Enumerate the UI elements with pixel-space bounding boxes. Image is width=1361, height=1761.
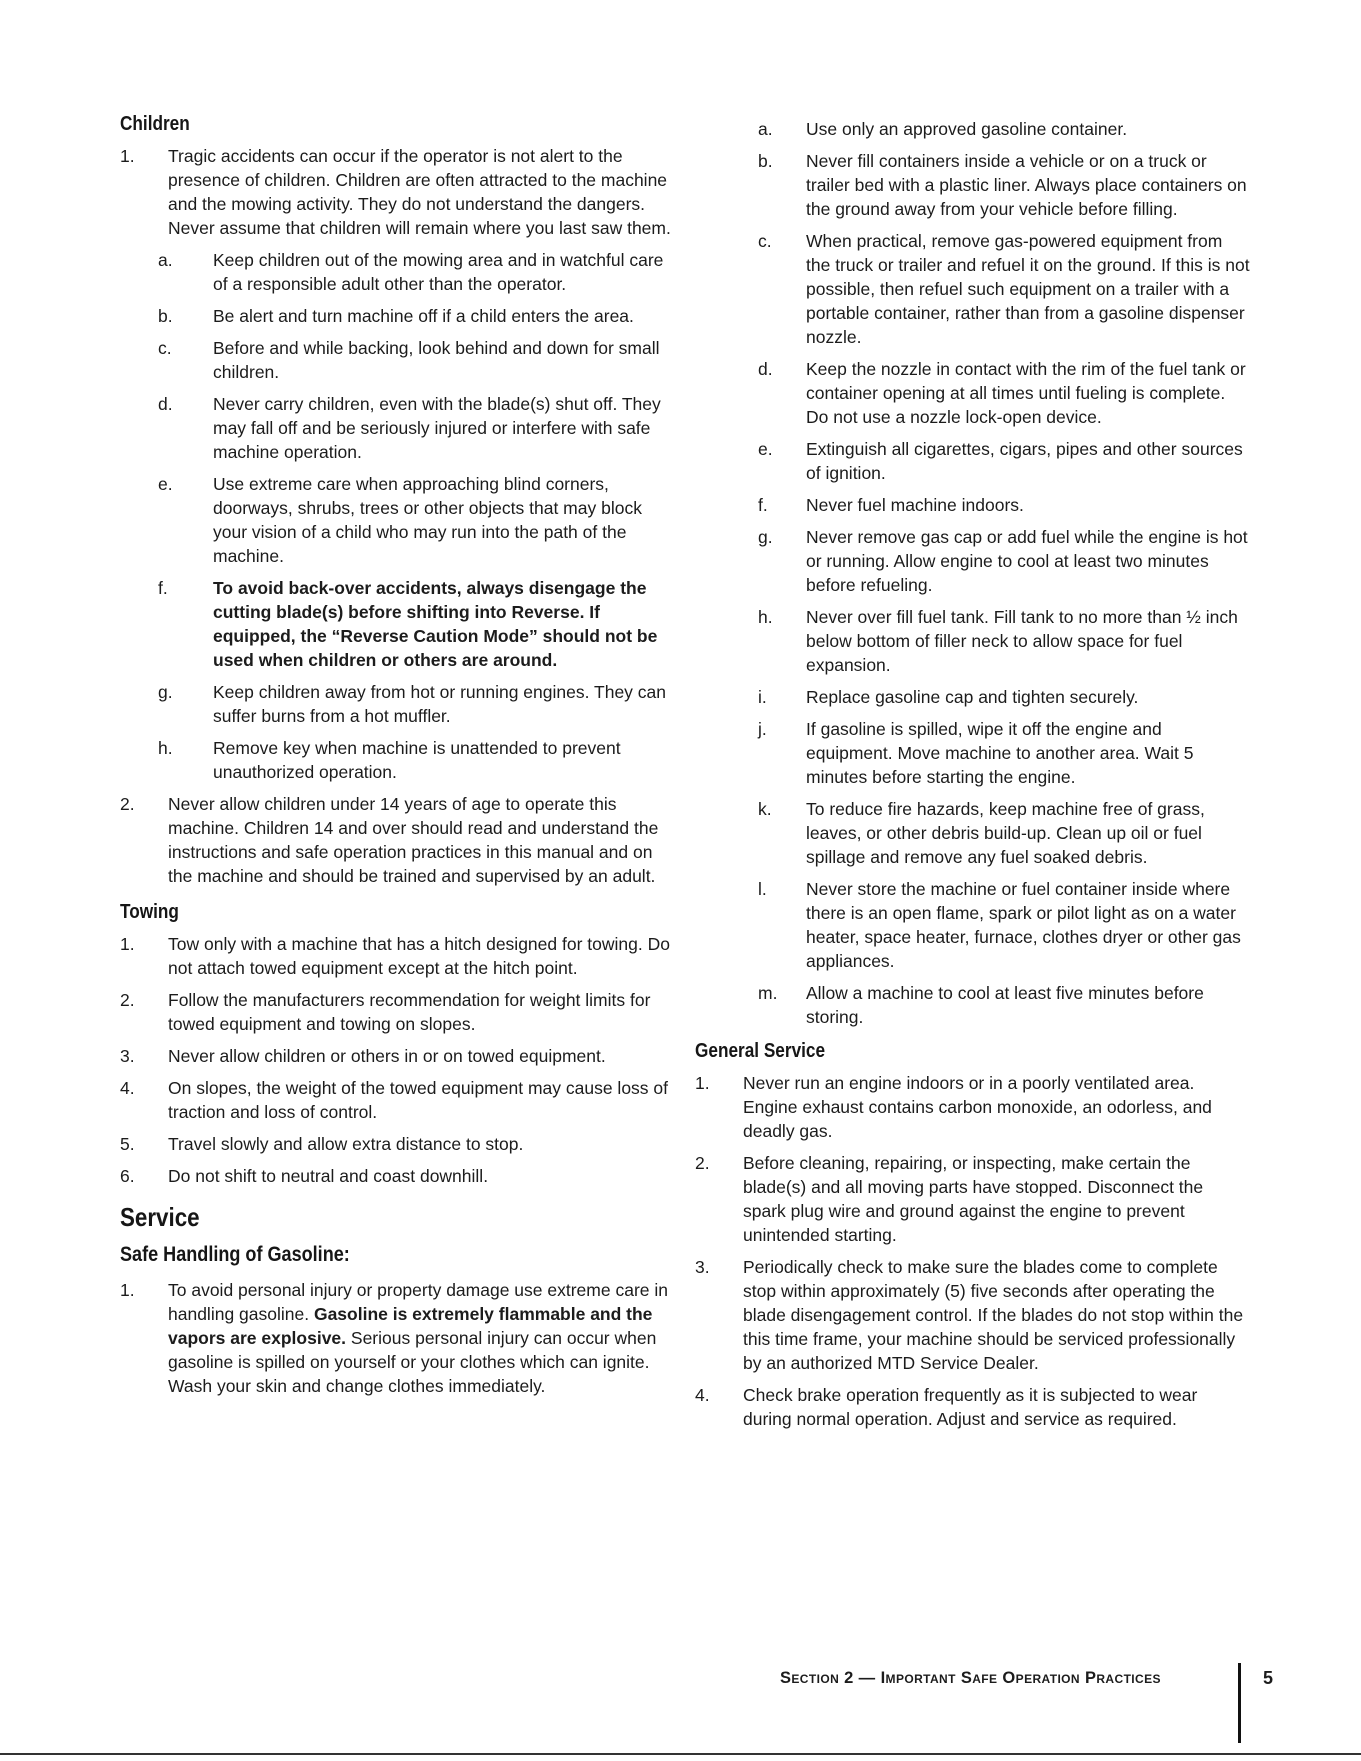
list-item: b. Never fill containers inside a vehicle or on a truck or trailer bed with a plastic liner. Always place containers on the ground away from your vehicle before filling. bbox=[758, 151, 1247, 219]
list-item: 1. Tow only with a machine that has a hitch designed for towing. Do not attach towed equipment except at the hitch point. bbox=[120, 934, 670, 978]
section-heading-towing: Towing bbox=[120, 901, 179, 923]
list-item: f. Never fuel machine indoors. bbox=[758, 495, 1024, 515]
list-item: 1. Tragic accidents can occur if the operator is not alert to the presence of children. Children are often attracted to the machine and the mowing activity. They do not understand the dangers. Never assume that children will remain where you last saw them. bbox=[120, 146, 671, 238]
list-item: h. Remove key when machine is unattended to prevent unauthorized operation. bbox=[158, 738, 621, 782]
list-item: h. Never over fill fuel tank. Fill tank to no more than ½ inch below bottom of filler neck to allow space for fuel expansion. bbox=[758, 607, 1238, 675]
subheading-safe-handling-gasoline: Safe Handling of Gasoline: bbox=[120, 1243, 350, 1266]
section-heading-children: Children bbox=[120, 113, 190, 135]
list-item: 2. Before cleaning, repairing, or inspecting, make certain the blade(s) and all moving parts have stopped. Disconnect the spark plug wire and ground against the engine to prevent unintended starting. bbox=[695, 1153, 1204, 1245]
list-item: 6. Do not shift to neutral and coast downhill. bbox=[120, 1166, 489, 1186]
warning-text: Gasoline is extremely flammable and the vapors are explosive. bbox=[168, 1304, 653, 1348]
list-item: 1. Never run an engine indoors or in a poorly ventilated area. Engine exhaust contains carbon monoxide, an odorless, and deadly gas. bbox=[695, 1073, 1212, 1141]
list-item-warning: f. To avoid back-over accidents, always disengage the cutting blade(s) before shifting into Reverse. If equipped, the “Reverse Caution Mode” should not be used when children or others are around. bbox=[158, 578, 658, 670]
left-column bbox=[120, 112, 680, 1406]
list-item: c. Before and while backing, look behind and down for small children. bbox=[158, 338, 660, 382]
list-item: m. Allow a machine to cool at least five minutes before storing. bbox=[758, 983, 1204, 1027]
sublist-children bbox=[120, 248, 680, 784]
list-item: 3. Periodically check to make sure the blades come to complete stop within approximately (5) five seconds after operating the blade disengagement control. If the blades do not stop within the this time frame, your machine should be serviced professionally by an authorized MTD Service Dealer. bbox=[695, 1257, 1244, 1373]
list-item: e. Extinguish all cigarettes, cigars, pipes and other sources of ignition. bbox=[758, 439, 1243, 483]
list-item: b. Be alert and turn machine off if a child enters the area. bbox=[158, 306, 634, 326]
footer-section-title: Section 2 — Important Safe Operation Practices bbox=[780, 1669, 1161, 1687]
list-item: 3. Never allow children or others in or on towed equipment. bbox=[120, 1046, 606, 1066]
sublist-gasoline bbox=[695, 117, 1250, 1029]
page-number: 5 bbox=[1263, 1668, 1274, 1688]
list-item: g. Keep children away from hot or running engines. They can suffer burns from a hot muffler. bbox=[158, 682, 667, 726]
section-heading-general-service: General Service bbox=[695, 1040, 826, 1062]
list-item: 2. Never allow children under 14 years of age to operate this machine. Children 14 and over should read and understand the instructions and safe operation practices in this manual and on the machine and should be trained and supervised by an adult. bbox=[120, 794, 659, 886]
list-item: c. When practical, remove gas-powered equipment from the truck or trailer and refuel it on the ground. If this is not possible, then refuel such equipment on a trailer with a portable container, rather than from a gasoline dispenser nozzle. bbox=[758, 231, 1250, 347]
list-item: 4. Check brake operation frequently as it is subjected to wear during normal operation. Adjust and service as required. bbox=[695, 1385, 1198, 1429]
footer-divider bbox=[1238, 1663, 1241, 1743]
list-item: d. Never carry children, even with the blade(s) shut off. They may fall off and be seriously injured or interfere with safe machine operation. bbox=[158, 394, 661, 462]
section-heading-service: Service bbox=[120, 1202, 200, 1232]
list-item: d. Keep the nozzle in contact with the rim of the fuel tank or container opening at all times until fueling is complete. Do not use a nozzle lock-open device. bbox=[758, 359, 1246, 427]
list-item: a. Keep children out of the mowing area and in watchful care of a responsible adult other than the operator. bbox=[158, 250, 664, 294]
list-item: i. Replace gasoline cap and tighten securely. bbox=[758, 687, 1139, 707]
list-item: g. Never remove gas cap or add fuel while the engine is hot or running. Allow engine to cool at least two minutes before refueling. bbox=[758, 527, 1248, 595]
list-item: j. If gasoline is spilled, wipe it off the engine and equipment. Move machine to another area. Wait 5 minutes before starting the engine. bbox=[758, 719, 1194, 787]
list-item: 2. Follow the manufacturers recommendation for weight limits for towed equipment and towing on slopes. bbox=[120, 990, 651, 1034]
list-item: 1. To avoid personal injury or property damage use extreme care in handling gasoline. Gasoline is extremely flammable and the vapors are explosive. Serious personal injury can occur when gasoline is spilled on yourself or your clothes which can ignite. Wash your skin and change clothes immediately. bbox=[120, 1280, 668, 1396]
page-footer bbox=[770, 1667, 1290, 1757]
list-item: l. Never store the machine or fuel container inside where there is an open flame, spark or pilot light as on a water heater, space heater, furnace, clothes dryer or other gas appliances. bbox=[758, 879, 1241, 971]
list-item: a. Use only an approved gasoline container. bbox=[758, 119, 1128, 139]
bottom-rule bbox=[0, 1753, 1361, 1755]
list-item: 5. Travel slowly and allow extra distance to stop. bbox=[120, 1134, 524, 1154]
list-item: 4. On slopes, the weight of the towed equipment may cause loss of traction and loss of control. bbox=[120, 1078, 669, 1122]
list-item: k. To reduce fire hazards, keep machine free of grass, leaves, or other debris build-up. Clean up oil or fuel spillage and remove any fuel soaked debris. bbox=[758, 799, 1205, 867]
right-column bbox=[695, 117, 1250, 1439]
list-item: e. Use extreme care when approaching blind corners, doorways, shrubs, trees or other objects that may block your vision of a child who may run into the path of the machine. bbox=[158, 474, 642, 566]
